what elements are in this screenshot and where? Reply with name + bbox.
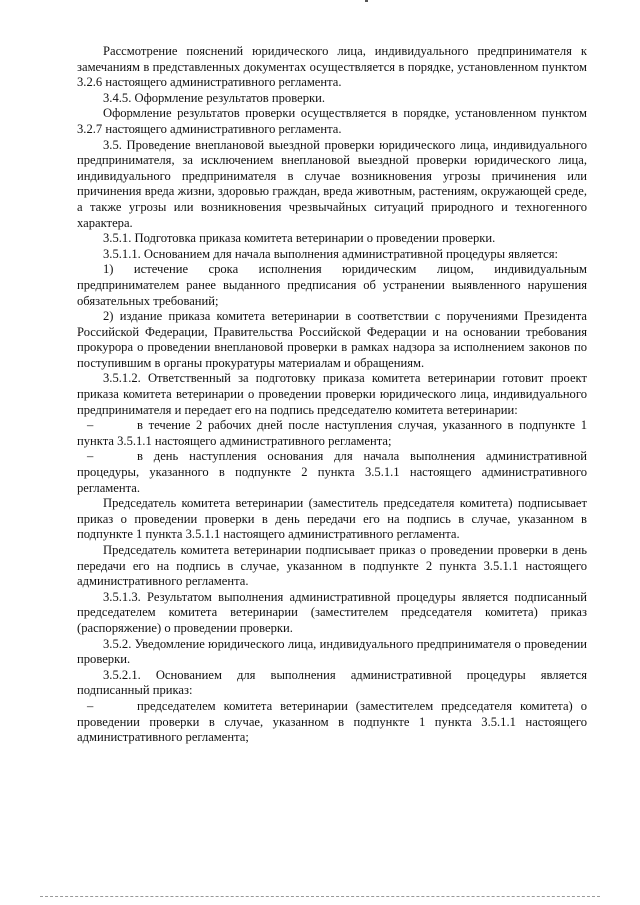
dash-item (77, 699, 587, 746)
paragraph: Председатель комитета ветеринарии подписывает приказ о проведении проверки в день передачи его на подпись в случае, указанном в подпункте 2 пункта 3.5.1.1 настоящего административного регламента. (77, 543, 587, 589)
dash-marker: – (87, 418, 94, 433)
paragraph: Председатель комитета ветеринарии (заместитель председателя комитета) подписывает приказ о проведении проверки в день передачи его на подпись в случае, указанном в подпункте 1 пункта 3.5.1.1 настоящего административного регламента. (77, 496, 587, 542)
paragraph: 3.5.2. Уведомление юридического лица, индивидуального предпринимателя о проведении проверки. (77, 636, 587, 667)
paragraph: 2) издание приказа комитета ветеринарии в соответствии с поручениями Президента Российской Федерации, Правительства Российской Федерации и на основании требования прокурора о проведении внеплановой проверки в рамках надзора за исполнением законов по поступившим в органы прокуратуры материалам и обращениям. (77, 309, 587, 370)
paragraph: 3.5.1.1. Основанием для начала выполнения административной процедуры является: (103, 246, 559, 261)
paragraph: Рассмотрение пояснений юридического лица, индивидуального предпринимателя к замечаниям в представленных документах осуществляется в порядке, установленном пунктом 3.2.6 настоящего административного регламента. (77, 44, 587, 90)
paragraph: 1) истечение срока исполнения юридическим лицом, индивидуальным предпринимателем ранее выданного предписания об устранении выявленного нарушения обязательных требований; (77, 262, 587, 308)
dash-item (77, 449, 587, 496)
paragraph: 3.5.1.2. Ответственный за подготовку приказа комитета ветеринарии готовит проект приказа комитета ветеринарии о проведении проверки юридического лица, индивидуального предпринимателя и передает его на подпись председателю комитета ветеринарии: (77, 371, 587, 417)
paragraph: 3.5.1. Подготовка приказа комитета ветеринарии о проведении проверки. (103, 231, 496, 246)
dash-item-text: в день наступления основания для начала выполнения административной процедуры, указанного в подпункте 2 пункта 3.5.1.1 настоящего административного регламента. (77, 449, 587, 495)
scan-edge-line (40, 896, 600, 897)
paragraph: 3.5.1.3. Результатом выполнения административной процедуры является подписанный председателем комитета ветеринарии (заместителем председателя комитета) приказ (распоряжение) о проведении проверки. (77, 589, 587, 635)
document-body (77, 44, 587, 746)
dash-item (77, 418, 587, 449)
dash-item-text: в течение 2 рабочих дней после наступления случая, указанного в подпункте 1 пункта 3.5.1.1 настоящего административного регламента; (77, 418, 587, 448)
dash-marker: – (87, 449, 94, 464)
paragraph: 3.5.2.1. Основанием для выполнения административной процедуры является подписанный приказ: (77, 667, 587, 698)
dash-marker: – (87, 698, 94, 713)
scan-mark (365, 0, 368, 2)
paragraph: 3.5. Проведение внеплановой выездной проверки юридического лица, индивидуального предпринимателя, за исключением внеплановой выездной проверки юридического лица, индивидуального предпринимателя в случае возникновения угрозы причинения или причинения вреда жизни, здоровью граждан, вреда животным, растениям, окружающей среде, а также угрозы или возникновения чрезвычайных ситуаций природного и техногенного характера. (77, 137, 587, 230)
paragraph: 3.4.5. Оформление результатов проверки. (103, 90, 325, 105)
dash-item-text: председателем комитета ветеринарии (заместителем председателя комитета) о проведении проверки в случае, указанном в подпункте 1 пункта 3.5.1.1 настоящего административного регламента; (77, 698, 587, 745)
paragraph: Оформление результатов проверки осуществляется в порядке, установленном пунктом 3.2.7 настоящего административного регламента. (77, 106, 587, 136)
